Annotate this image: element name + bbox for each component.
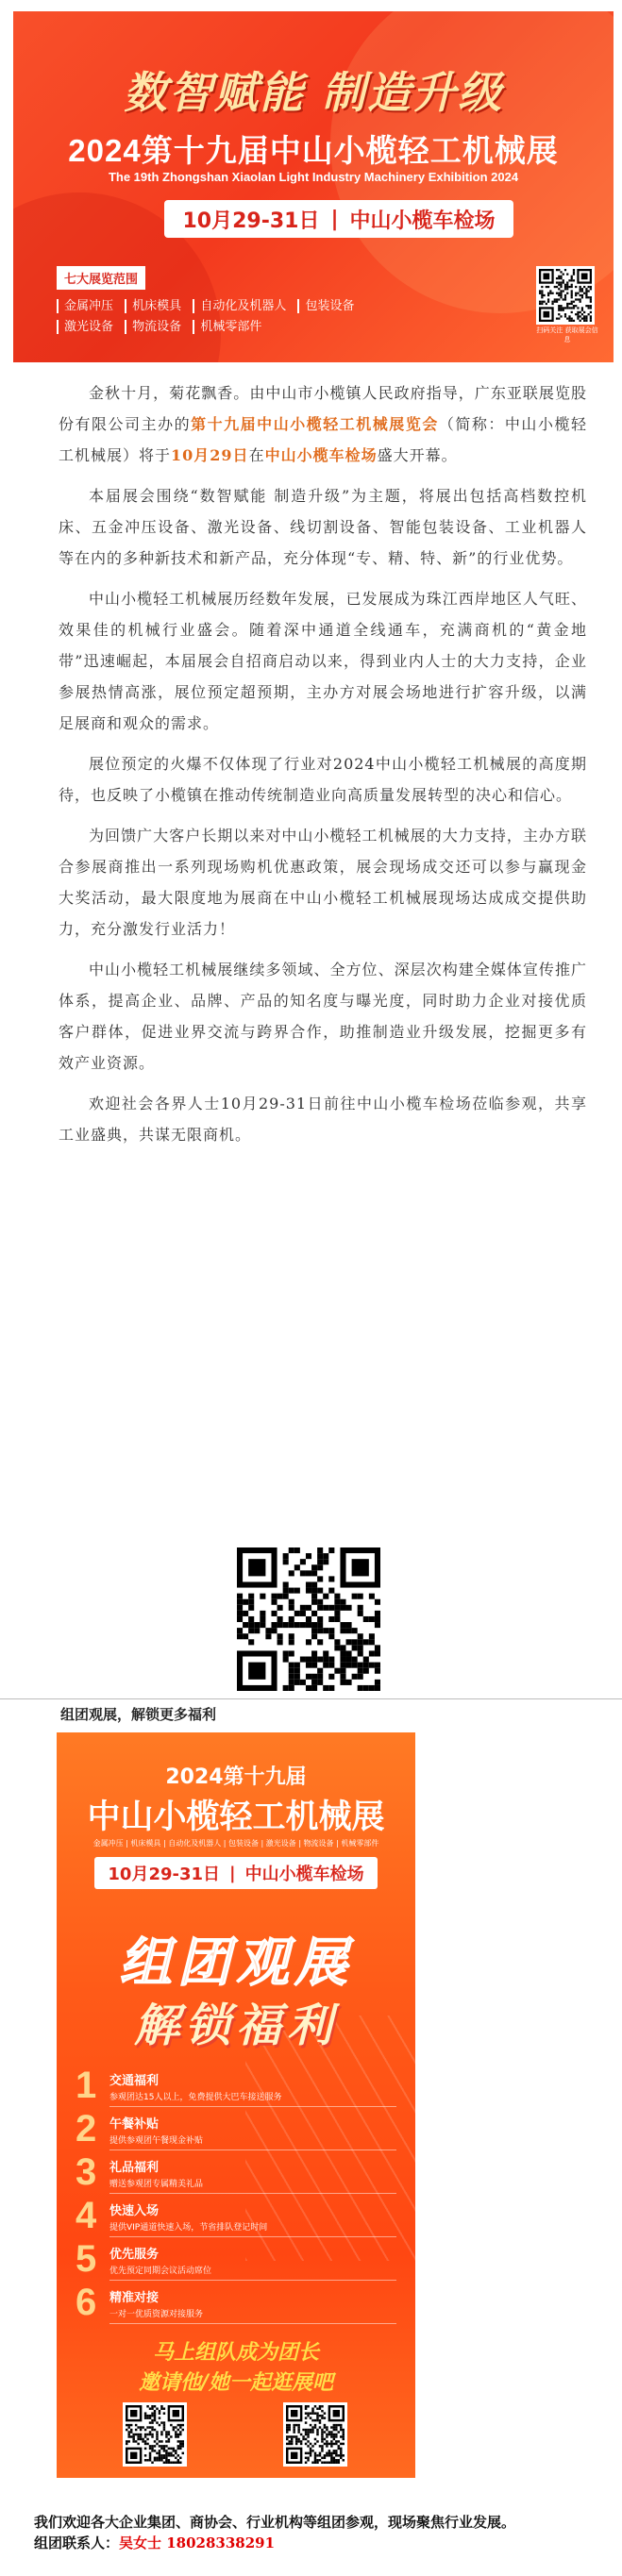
qr-code-icon[interactable] — [123, 2402, 187, 2467]
benefit-number: 4 — [76, 2195, 97, 2236]
paragraph — [59, 377, 587, 471]
benefit-number: 6 — [76, 2282, 97, 2323]
banner-date: 10月29-31日 — [182, 209, 320, 233]
highlight-venue: 中山小榄车检场 — [264, 446, 378, 464]
benefit-desc: 优先预定同期会议活动席位 — [109, 2267, 212, 2276]
benefit-desc: 提供参观团午餐现金补贴 — [109, 2136, 204, 2146]
group-tour-heading: 组团观展，解锁更多福利 — [60, 1706, 217, 1723]
banner-english-title: The 19th Zhongshan Xiaolan Light Industry Machinery Exhibition 2024 — [108, 170, 519, 184]
benefit-item — [76, 2153, 396, 2197]
paragraph: 欢迎社会各界人士10月29-31日前往中山小榄车检场莅临参观，共享工业盛典，共谋无限商机。 — [59, 1095, 587, 1144]
benefit-item — [76, 2066, 396, 2110]
text-run: （简称：中山小榄轻工机械展）将于 — [59, 415, 587, 464]
article-body — [59, 377, 587, 1160]
poster-date: 10月29-31日 — [108, 1865, 221, 1884]
text-run: 在 — [248, 446, 265, 464]
group-tour-poster — [57, 1732, 415, 2478]
poster-subheadline: 解锁福利 — [133, 1999, 338, 2052]
section-divider — [0, 1698, 622, 1699]
banner-slogan: 数智赋能 制造升级 — [123, 67, 503, 118]
benefit-number: 3 — [76, 2151, 97, 2193]
benefit-title: 优先服务 — [109, 2248, 160, 2262]
category-item: 包装设备 — [297, 299, 360, 313]
poster-year: 2024第十九届 — [165, 1765, 307, 1789]
benefit-title: 精准对接 — [109, 2291, 160, 2305]
paragraph: 展位预定的火爆不仅体现了行业对2024中山小榄轻工机械展的高度期待，也反映了小榄镇在推动传统制造业向高质量发展转型的决心和信心。 — [59, 755, 587, 804]
paragraph: 本届展会围绕“数智赋能 制造升级”为主题，将展出包括高档数控机床、五金冲压设备、激光设备、线切割设备、智能包装设备、工业机器人等在内的多种新技术和新产品，充分体现“专、精、特、新”的行业优势。 — [59, 487, 587, 567]
footer-text: 我们欢迎各大企业集团、商协会、行业机构等组团参观，现场聚焦行业发展。组团联系人： — [34, 2514, 516, 2551]
poster-date-venue — [94, 1857, 378, 1889]
poster-cta: 马上组队成为团长 — [152, 2341, 319, 2365]
qr-code-icon[interactable] — [283, 2402, 347, 2467]
poster-title: 中山小榄轻工机械展 — [87, 1798, 385, 1836]
qr-code-icon[interactable] — [536, 266, 595, 325]
paragraph: 中山小榄轻工机械展继续多领域、全方位、深层次构建全媒体宣传推广体系，提高企业、品牌、产品的知名度与曝光度，同时助力企业对接优质客户群体，促进业界交流与跨界合作，助推制造业升级发展，挖掘更多有效产业资源。 — [59, 961, 587, 1072]
benefit-item — [76, 2283, 396, 2327]
benefit-title: 礼品福利 — [109, 2161, 160, 2175]
qr-code-icon[interactable] — [231, 1547, 386, 1691]
divider: | — [229, 1863, 236, 1883]
poster-venue: 中山小榄车检场 — [244, 1865, 364, 1884]
benefit-title: 快速入场 — [109, 2204, 160, 2218]
benefit-desc: 赠送参观团专属精美礼品 — [109, 2180, 204, 2189]
benefit-number: 2 — [76, 2108, 97, 2149]
benefit-title: 交通福利 — [109, 2074, 160, 2088]
benefit-item — [76, 2240, 396, 2283]
poster-cta: 邀请他/她一起逛展吧 — [138, 2371, 334, 2395]
range-label: 七大展览范围 — [57, 266, 145, 290]
poster-headline: 组团观展 — [119, 1932, 353, 1994]
benefit-desc: 参观团达15人以上，免费提供大巴车接送服务 — [109, 2093, 282, 2102]
highlight-exhibition-name: 第十九届中山小榄轻工机械展览会 — [191, 415, 439, 433]
benefit-item — [76, 2110, 396, 2153]
benefit-title: 午餐补贴 — [109, 2117, 160, 2132]
benefit-number: 5 — [76, 2238, 97, 2280]
qr-caption: 扫码关注 获取展会信息 — [536, 326, 598, 343]
highlight-date: 10月29日 — [171, 446, 249, 464]
banner-date-venue — [164, 200, 513, 238]
category-item: 金属冲压 — [57, 299, 119, 313]
category-item: 激光设备 — [57, 320, 119, 334]
divider: | — [330, 207, 339, 231]
footer-contact — [34, 2512, 515, 2553]
category-item: 自动化及机器人 — [193, 299, 292, 313]
text-run: 盛大开幕。 — [377, 446, 458, 464]
benefit-number: 1 — [76, 2065, 97, 2106]
contact-person: 吴女士 18028338291 — [119, 2534, 276, 2551]
category-item: 机械零部件 — [193, 320, 267, 334]
category-list — [57, 296, 415, 338]
benefit-desc: 提供VIP通道快速入场，节省排队登记时间 — [109, 2223, 268, 2233]
exhibition-banner — [13, 11, 614, 362]
banner-venue: 中山小榄车检场 — [349, 209, 496, 233]
benefit-list — [76, 2066, 396, 2327]
category-item: 机床模具 — [125, 299, 187, 313]
paragraph: 为回馈广大客户长期以来对中山小榄轻工机械展的大力支持，主办方联合参展商推出一系列现场购机优惠政策，展会现场成交还可以参与赢现金大奖活动，最大限度地为展商在中山小榄轻工机械展现场达成成交提供助力，充分激发行业活力！ — [59, 827, 587, 938]
paragraph: 中山小榄轻工机械展历经数年发展，已发展成为珠江西岸地区人气旺、效果佳的机械行业盛会。随着深中通道全线通车，充满商机的“黄金地带”迅速崛起，本届展会自招商启动以来，得到业内人士的大力支持，企业参展热情高涨，展位预定超预期，主办方对展会场地进行扩容升级，以满足展商和观众的需求。 — [59, 590, 587, 732]
category-item: 物流设备 — [125, 320, 187, 334]
banner-title: 2024第十九届中山小榄轻工机械展 — [68, 133, 559, 168]
benefit-item — [76, 2197, 396, 2240]
text-run: 金秋十月，菊花飘香。由中山市小榄镇人民政府指导，广东亚联展览股份有限公司主办的 — [59, 384, 587, 433]
benefit-desc: 一对一优质资源对接服务 — [109, 2310, 204, 2319]
poster-categories: 金属冲压 | 机床模具 | 自动化及机器人 | 包装设备 | 激光设备 | 物流设备 | 机械零部件 — [92, 1839, 379, 1848]
